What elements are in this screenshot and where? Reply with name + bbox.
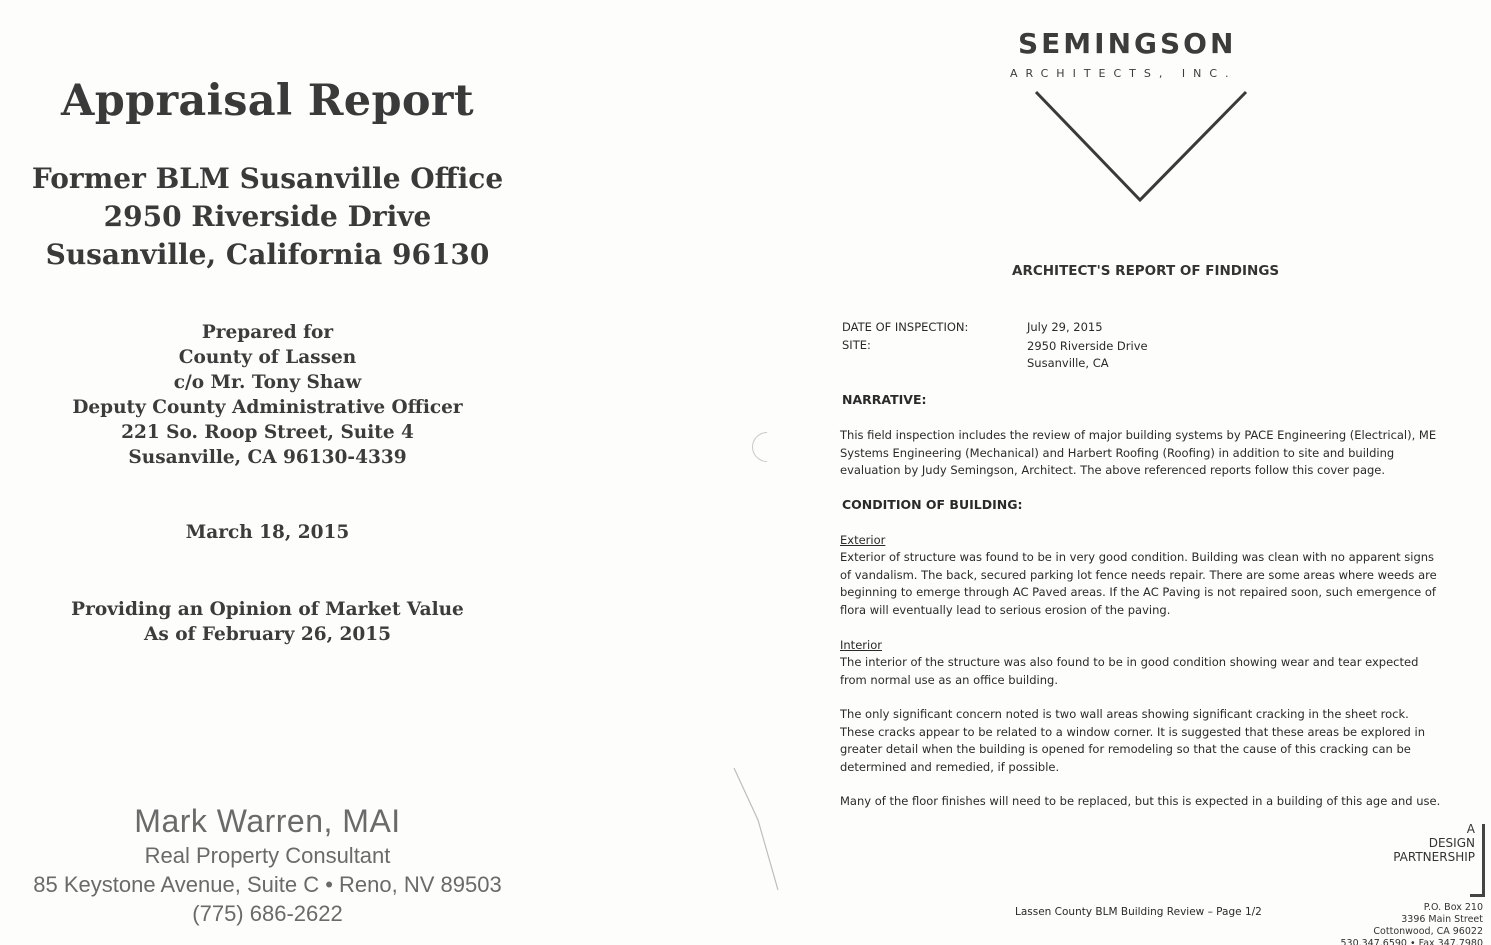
consultant-title: Real Property Consultant (144, 843, 391, 868)
address-line: P.O. Box 210 (1423, 902, 1483, 913)
prepared-for-label: Prepared for (201, 322, 334, 343)
exterior-line: flora will eventually lead to serious erosion of the paving. (840, 602, 1171, 617)
client-name: County of Lassen (178, 347, 357, 368)
opinion-block (0, 597, 535, 647)
concern-line: determined and remedied, if possible. (840, 759, 1060, 774)
inspection-date-label: DATE OF INSPECTION: (842, 320, 969, 334)
property-name: Former BLM Susanville Office (31, 162, 504, 195)
site-city: Susanville, CA (1027, 356, 1109, 370)
firm-logo-v-icon (1032, 88, 1252, 206)
architect-report-page (760, 0, 1491, 945)
client-city: Susanville, CA 96130-4339 (128, 447, 407, 468)
page-footer: Lassen County BLM Building Review – Page 1/2 (1015, 906, 1262, 918)
concern-line: These cracks appear to be related to a window corner. It is suggested that these areas be explored in (840, 724, 1425, 739)
partnership-line: PARTNERSHIP (1393, 850, 1475, 864)
concern-line: greater detail when the building is opened for remodeling so that the cause of this cracking can be (840, 742, 1411, 756)
partnership-line: DESIGN (1428, 836, 1475, 850)
narrative-line: This field inspection includes the review of major building systems by PACE Engineering (Electrical), ME (840, 428, 1437, 442)
site-label: SITE: (842, 338, 871, 352)
property-address-block (0, 160, 535, 274)
partnership-line: A (1466, 822, 1475, 836)
narrative-paragraph (840, 427, 1445, 480)
interior-line: from normal use as an office building. (840, 672, 1058, 687)
site-value (1027, 338, 1148, 372)
partnership-bracket (1470, 824, 1485, 897)
opinion-line: Providing an Opinion of Market Value (71, 599, 464, 620)
exterior-paragraph (840, 549, 1445, 619)
concern-line: The only significant concern noted is two wall areas showing significant cracking in the sheet rock. (840, 707, 1409, 721)
report-heading: ARCHITECT'S REPORT OF FINDINGS (1012, 263, 1280, 279)
firm-address-block (1330, 902, 1483, 945)
consultant-address: 85 Keystone Avenue, Suite C • Reno, NV 89503 (33, 872, 502, 897)
firm-logo-subtitle: ARCHITECTS, INC. (1010, 67, 1237, 80)
client-contact: c/o Mr. Tony Shaw (173, 372, 362, 393)
address-line: Cottonwood, CA 96022 (1373, 926, 1483, 937)
condition-heading: CONDITION OF BUILDING: (842, 497, 1023, 512)
appraisal-cover-page (0, 0, 560, 945)
client-street: 221 So. Roop Street, Suite 4 (121, 422, 414, 443)
report-date: March 18, 2015 (185, 522, 350, 543)
exterior-line: of vandalism. The back, secured parking lot fence needs repair. There are some areas where weeds are (840, 567, 1437, 582)
report-title: Appraisal Report (61, 76, 474, 126)
design-partnership-mark (1350, 822, 1475, 864)
consultant-name: Mark Warren, MAI (134, 803, 401, 839)
consultant-block (0, 800, 535, 929)
valuation-date: As of February 26, 2015 (143, 624, 391, 645)
interior-line: The interior of the structure was also found to be in good condition showing wear and tear expected (840, 655, 1419, 669)
property-street: 2950 Riverside Drive (103, 200, 432, 233)
inspection-date-value: July 29, 2015 (1027, 320, 1103, 334)
address-line: 530.347.6590 • Fax 347.7980 (1340, 938, 1483, 945)
exterior-line: Exterior of structure was found to be in very good condition. Building was clean with no apparent signs (840, 550, 1435, 564)
consultant-phone: (775) 686-2622 (192, 901, 343, 926)
narrative-line: evaluation by Judy Semingson, Architect. The above referenced reports follow this cover page. (840, 463, 1386, 477)
property-city: Susanville, California 96130 (45, 238, 490, 271)
narrative-line: Systems Engineering (Mechanical) and Harbert Roofing (Roofing) in addition to site and building (840, 445, 1395, 460)
floors-paragraph: Many of the floor finishes will need to be replaced, but this is expected in a building of this age and use. (840, 794, 1441, 808)
interior-paragraph (840, 654, 1445, 689)
exterior-heading: Exterior (840, 533, 886, 547)
narrative-heading: NARRATIVE: (842, 392, 927, 407)
firm-logo-name: SEMINGSON (1018, 27, 1237, 60)
exterior-line: beginning to emerge through AC Paved areas. If the AC Paving is not repaired soon, such emergence of (840, 585, 1436, 599)
interior-heading: Interior (840, 638, 882, 652)
site-street: 2950 Riverside Drive (1027, 339, 1148, 353)
address-line: 3396 Main Street (1401, 914, 1483, 925)
concern-paragraph (840, 706, 1445, 776)
prepared-for-block (0, 320, 535, 470)
client-contact-title: Deputy County Administrative Officer (72, 397, 463, 418)
